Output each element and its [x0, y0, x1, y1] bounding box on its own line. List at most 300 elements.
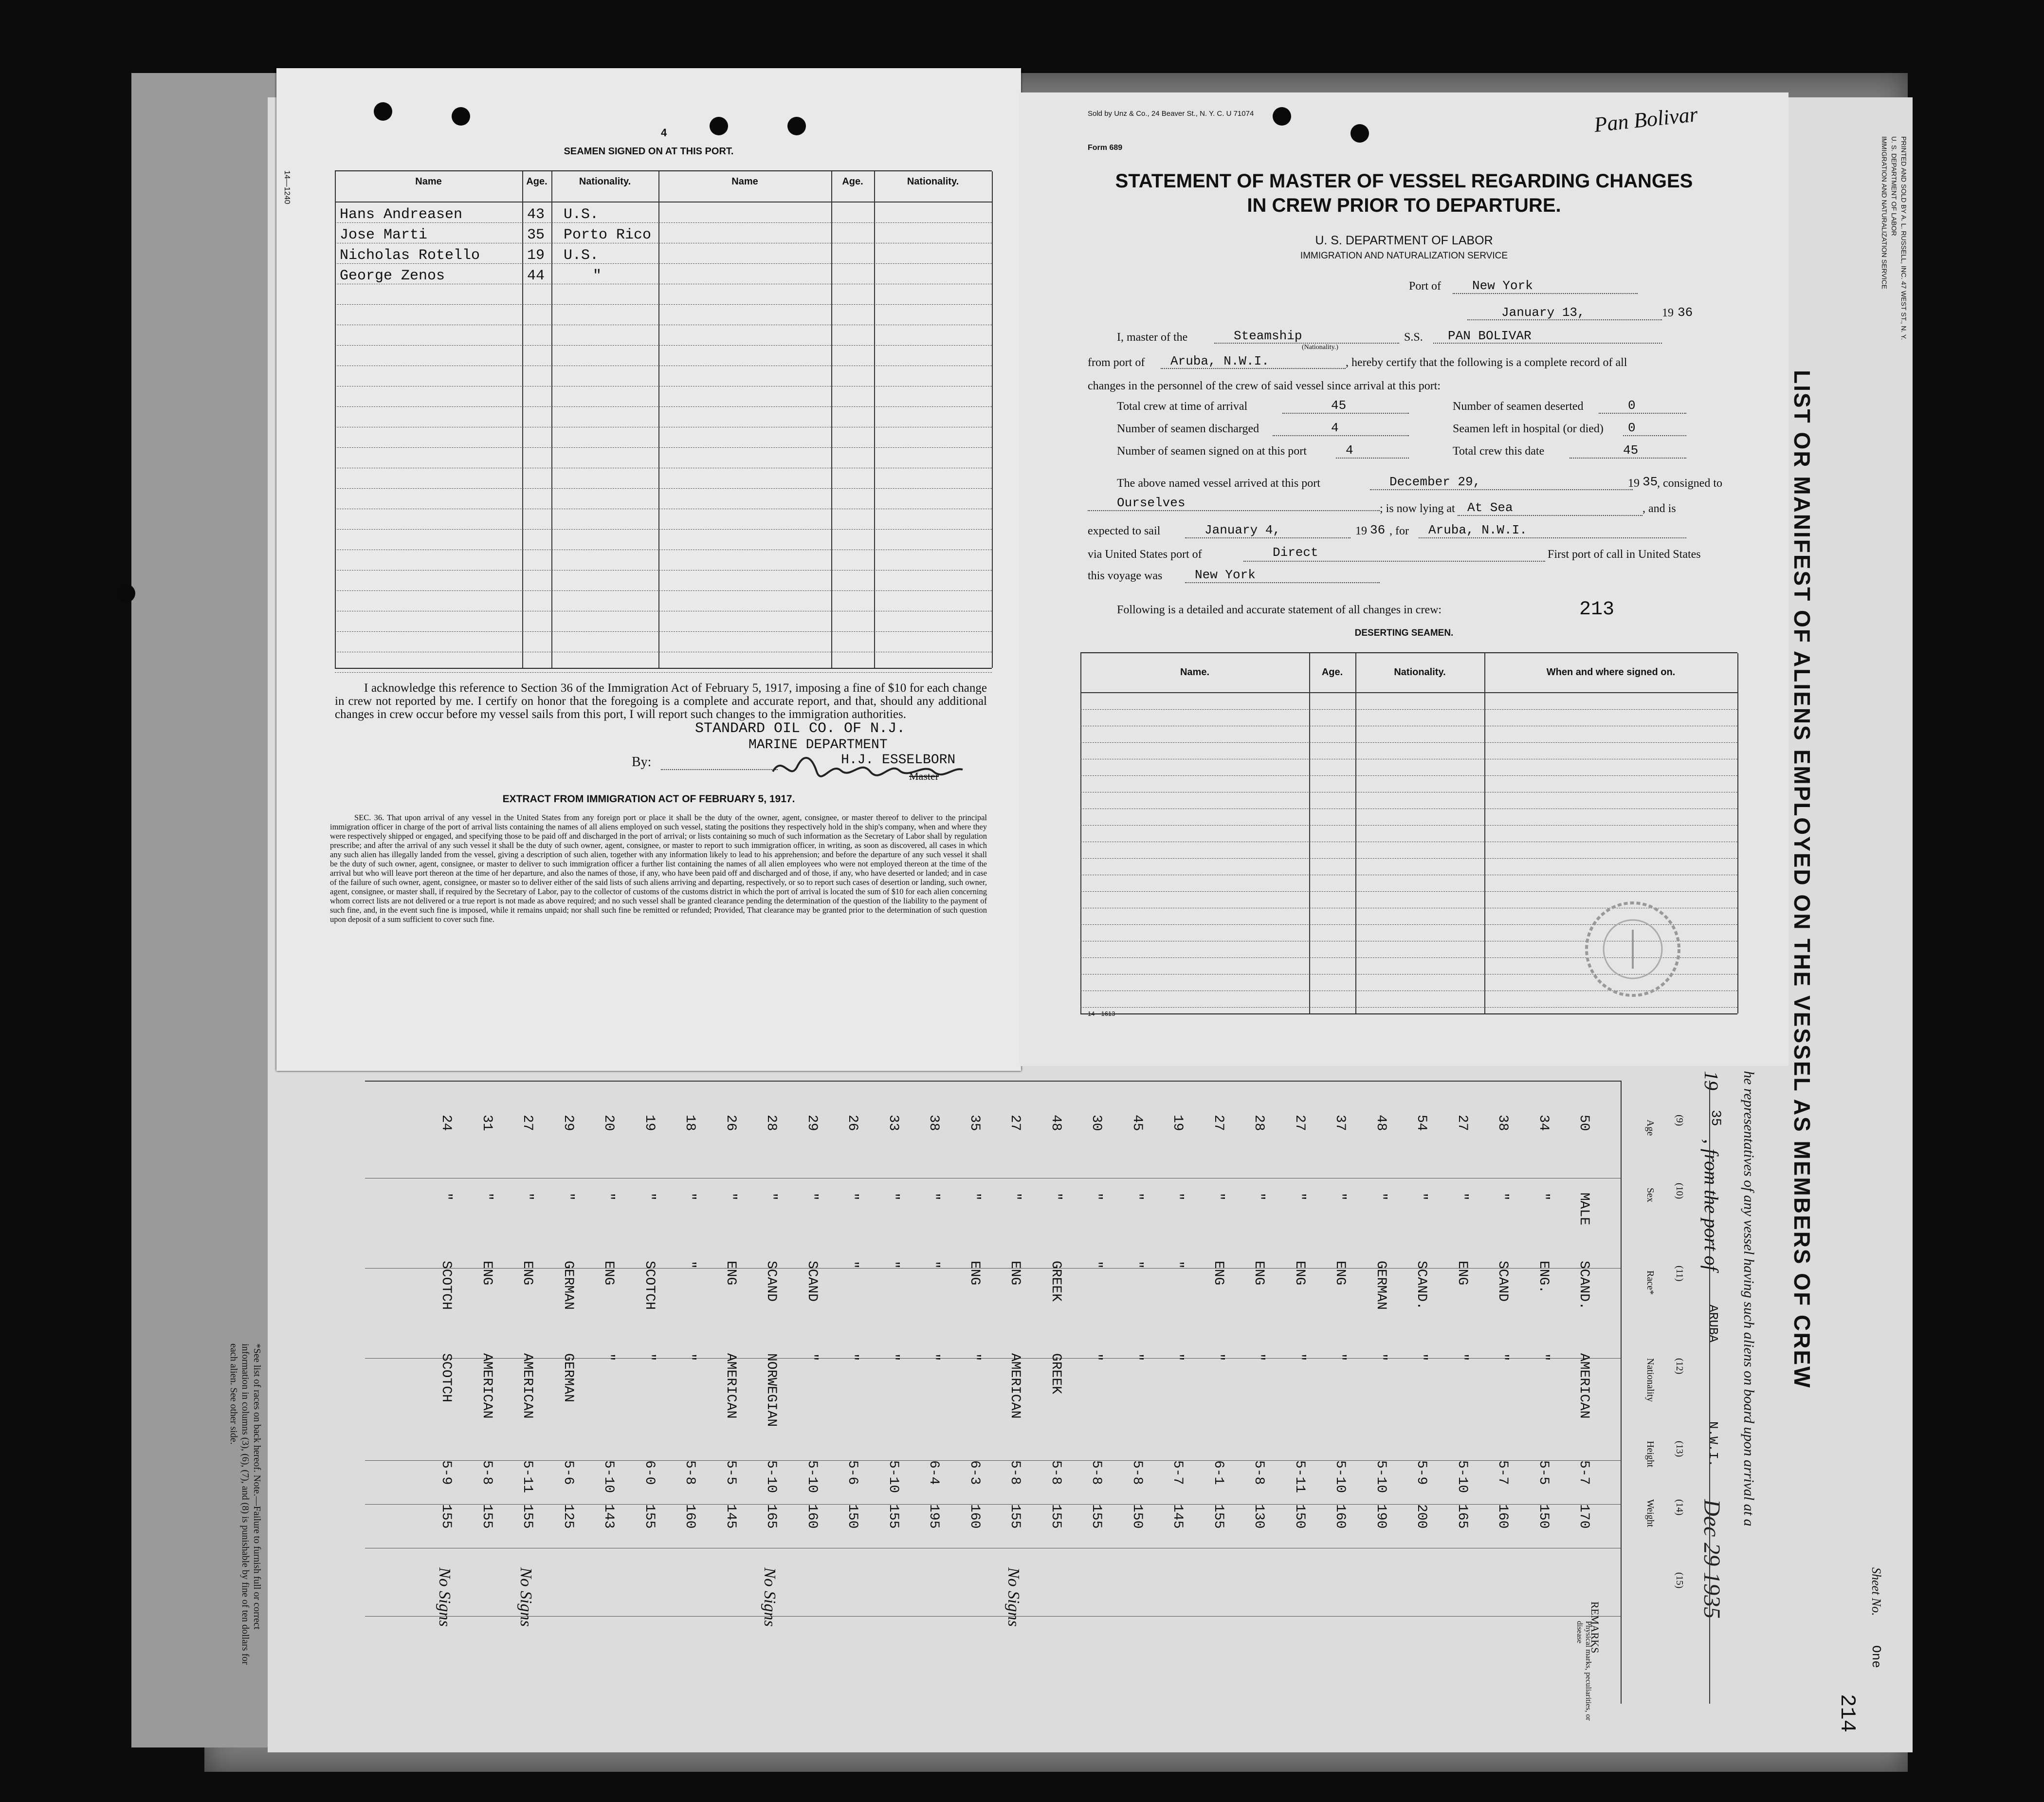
- following-text: Following is a detailed and accurate statement of all changes in crew:: [1117, 604, 1442, 616]
- crew-nationality: GREEK: [1048, 1353, 1063, 1395]
- crew-nationality: ": [1414, 1353, 1429, 1361]
- crew-sex: ": [1332, 1193, 1348, 1201]
- crew-weight: 145: [1170, 1504, 1185, 1529]
- sail-year: 36: [1370, 523, 1386, 537]
- port-line-prefix: 19: [1700, 1071, 1722, 1090]
- crew-race: ": [682, 1261, 697, 1269]
- crew-height: 5-6: [560, 1460, 576, 1485]
- stamp-line: MARINE DEPARTMENT: [748, 737, 888, 753]
- changes-text: changes in the personnel of the crew of said vessel since arrival at this port:: [1088, 380, 1441, 392]
- manifest-rules: [365, 1081, 1621, 1713]
- crew-sex: ": [601, 1193, 616, 1201]
- statement-title-2: IN CREW PRIOR TO DEPARTURE.: [1247, 195, 1561, 216]
- seaman-age: 43: [527, 206, 545, 223]
- th-name-2: Name: [731, 176, 758, 187]
- punch-hole: [374, 102, 392, 121]
- port-value: New York: [1472, 278, 1533, 293]
- vessel-name: PAN BOLIVAR: [1448, 329, 1532, 343]
- hospital-value: 0: [1628, 421, 1636, 435]
- crew-race: ENG: [479, 1261, 494, 1286]
- crew-height: 5-10: [1332, 1460, 1348, 1493]
- col-nationality: Nationality: [1645, 1358, 1656, 1402]
- crew-weight: 160: [682, 1504, 697, 1529]
- crew-nationality: AMERICAN: [1576, 1353, 1591, 1419]
- crew-height: 5-8: [1251, 1460, 1266, 1485]
- th-deserting-age: Age.: [1321, 667, 1343, 678]
- col-height: Height: [1645, 1441, 1656, 1468]
- crew-race: SCOTCH: [641, 1261, 657, 1310]
- crew-age: 30: [1089, 1115, 1104, 1131]
- th-age-2: Age.: [842, 176, 863, 187]
- crew-race: ENG: [1292, 1261, 1307, 1286]
- crew-height: 5-10: [764, 1460, 779, 1493]
- seaman-nationality: U.S.: [564, 206, 599, 223]
- for-label: , for: [1389, 525, 1409, 537]
- crew-age: 19: [641, 1115, 657, 1131]
- crew-age: 27: [1292, 1115, 1307, 1131]
- office-seal-stamp: [1579, 896, 1686, 1003]
- crew-physical-mark: No Signs: [761, 1567, 779, 1627]
- crew-race: ": [1170, 1261, 1185, 1269]
- vessel-type: Steamship: [1234, 329, 1302, 343]
- crew-height: 5-10: [1373, 1460, 1388, 1493]
- crew-sex: ": [479, 1193, 494, 1201]
- crew-race: ": [885, 1261, 901, 1269]
- col-weight: Weight: [1645, 1499, 1656, 1527]
- master-signature: [768, 752, 972, 786]
- crew-sex: MALE: [1576, 1193, 1591, 1226]
- via-port: Direct: [1273, 545, 1318, 560]
- crew-age: 29: [804, 1115, 820, 1131]
- punch-hole: [1350, 124, 1369, 143]
- seaman-name: George Zenos: [340, 268, 445, 284]
- col-num-9: (9): [1674, 1115, 1685, 1126]
- from-port-value: Aruba, N.W.I.: [1170, 354, 1269, 368]
- crew-height: 5-5: [1535, 1460, 1551, 1485]
- crew-race: SCAND.: [1576, 1261, 1591, 1310]
- punch-hole: [1273, 107, 1291, 126]
- date-prefix: 19: [1662, 307, 1674, 319]
- crew-weight: 155: [1007, 1504, 1022, 1529]
- crew-height: 5-9: [1414, 1460, 1429, 1485]
- date-value: January 13,: [1501, 305, 1585, 320]
- crew-sex: ": [1454, 1193, 1470, 1201]
- seaman-name: Jose Marti: [340, 227, 428, 243]
- crew-height: 5-9: [438, 1460, 454, 1485]
- crew-age: 35: [967, 1115, 982, 1131]
- th-name-1: Name: [415, 176, 442, 187]
- manifest-footnote: *See list of races on back hereof. Note.—Failure to furnish full or correct information in columns (3), (6), (7), and (8) is punishable by fine of ten dollars for each alien. See other side.: [228, 1343, 262, 1665]
- punch-hole: [710, 117, 728, 135]
- crew-weight: 145: [723, 1504, 738, 1529]
- seaman-nationality: U.S.: [564, 247, 599, 264]
- crew-sex: ": [1089, 1193, 1104, 1201]
- first-call-label: First port of call in United States: [1548, 548, 1701, 561]
- hospital-label: Seamen left in hospital (or died): [1453, 423, 1604, 435]
- crew-weight: 143: [601, 1504, 616, 1529]
- crew-sex: ": [560, 1193, 576, 1201]
- crew-sex: ": [926, 1193, 941, 1201]
- manifest-title: LIST OR MANIFEST OF ALIENS EMPLOYED ON THE VESSEL AS MEMBERS OF CREW: [1789, 370, 1815, 1389]
- crew-sex: ": [804, 1193, 820, 1201]
- crew-nationality: ": [885, 1353, 901, 1361]
- crew-weight: 200: [1414, 1504, 1429, 1529]
- crew-height: 5-8: [1089, 1460, 1104, 1485]
- crew-nationality: AMERICAN: [1007, 1353, 1022, 1419]
- seaman-nationality: ": [593, 268, 602, 284]
- crew-race: SCOTCH: [438, 1261, 454, 1310]
- crew-nationality: ": [967, 1353, 982, 1361]
- dept-note: U. S. DEPARTMENT OF LABOR: [1890, 136, 1898, 236]
- crew-nationality: ": [1535, 1353, 1551, 1361]
- col-age: Age: [1645, 1120, 1656, 1136]
- crew-nationality: ": [682, 1353, 697, 1361]
- consignee: Ourselves: [1117, 496, 1186, 510]
- from-port-label: from port of: [1088, 356, 1145, 369]
- crew-sex: ": [1170, 1193, 1185, 1201]
- crew-nationality: ": [1373, 1353, 1388, 1361]
- stamp-line: H.J. ESSELBORN: [841, 753, 956, 768]
- crew-race: GERMAN: [1373, 1261, 1388, 1310]
- crew-race: ENG: [520, 1261, 535, 1286]
- footer-code: 14—1613: [1088, 1010, 1115, 1017]
- lying-label: ; is now lying at: [1380, 502, 1455, 515]
- crew-race: GERMAN: [560, 1261, 576, 1310]
- col-num-12: (12): [1674, 1358, 1685, 1375]
- crew-sex: ": [1535, 1193, 1551, 1201]
- crew-height: 5-11: [520, 1460, 535, 1493]
- crew-physical-mark: No Signs: [436, 1567, 454, 1627]
- ss-label: S.S.: [1404, 331, 1423, 344]
- crew-nationality: ": [926, 1353, 941, 1361]
- crew-weight: 165: [764, 1504, 779, 1529]
- crew-weight: 160: [1495, 1504, 1510, 1529]
- total-crew-arrival-value: 45: [1331, 398, 1347, 413]
- total-crew-date-label: Total crew this date: [1453, 445, 1545, 458]
- crew-age: 45: [1129, 1115, 1145, 1131]
- crew-height: 5-7: [1170, 1460, 1185, 1485]
- port-line-year: 35: [1708, 1110, 1723, 1126]
- crew-age: 28: [764, 1115, 779, 1131]
- crew-age: 18: [682, 1115, 697, 1131]
- crew-age: 38: [926, 1115, 941, 1131]
- crew-weight: 195: [926, 1504, 941, 1529]
- crew-physical-mark: No Signs: [1004, 1567, 1022, 1627]
- col-num-14: (14): [1674, 1499, 1685, 1516]
- punch-hole: [452, 107, 470, 126]
- crew-age: 33: [885, 1115, 901, 1131]
- crew-age: 26: [723, 1115, 738, 1131]
- crew-nationality: AMERICAN: [520, 1353, 535, 1419]
- crew-height: 5-6: [845, 1460, 860, 1485]
- port-value: ARUBA: [1706, 1305, 1720, 1343]
- signed-on-label: Number of seamen signed on at this port: [1117, 445, 1307, 458]
- seaman-age: 35: [527, 227, 545, 243]
- consigned-label: , consigned to: [1657, 477, 1722, 490]
- crew-weight: 160: [967, 1504, 982, 1529]
- crew-weight: 155: [1089, 1504, 1104, 1529]
- seaman-name: Hans Andreasen: [340, 206, 463, 223]
- crew-nationality: ": [1454, 1353, 1470, 1361]
- crew-weight: 155: [641, 1504, 657, 1529]
- col-num-13: (13): [1674, 1441, 1685, 1457]
- crew-weight: 155: [520, 1504, 535, 1529]
- crew-age: 48: [1048, 1115, 1063, 1131]
- statement-title-1: STATEMENT OF MASTER OF VESSEL REGARDING CHANGES: [1115, 170, 1693, 192]
- crew-sex: ": [1210, 1193, 1226, 1201]
- crew-physical-mark: No Signs: [517, 1567, 535, 1627]
- sail-label: expected to sail: [1088, 525, 1161, 537]
- sail-destination: Aruba, N.W.I.: [1428, 523, 1527, 537]
- via-label: via United States port of: [1088, 548, 1202, 561]
- date-year: 36: [1678, 305, 1693, 320]
- crew-age: 19: [1170, 1115, 1185, 1131]
- crew-sex: ": [967, 1193, 982, 1201]
- crew-weight: 155: [438, 1504, 454, 1529]
- crew-weight: 150: [1535, 1504, 1551, 1529]
- seaman-nationality: Porto Rico: [564, 227, 652, 243]
- crew-race: ENG: [1454, 1261, 1470, 1286]
- dept-line-1: U. S. DEPARTMENT OF LABOR: [1315, 234, 1493, 247]
- crew-weight: 160: [804, 1504, 820, 1529]
- crew-nationality: ": [641, 1353, 657, 1361]
- crew-weight: 155: [885, 1504, 901, 1529]
- arrived-date: December 29,: [1389, 475, 1481, 489]
- crew-age: 31: [479, 1115, 494, 1131]
- crew-nationality: GERMAN: [560, 1353, 576, 1402]
- discharged-label: Number of seamen discharged: [1117, 423, 1259, 435]
- total-crew-date-value: 45: [1623, 443, 1639, 458]
- master-label: Master: [909, 770, 939, 782]
- crew-weight: 150: [1129, 1504, 1145, 1529]
- crew-height: 5-11: [1292, 1460, 1307, 1493]
- crew-nationality: AMERICAN: [723, 1353, 738, 1419]
- crew-age: 28: [1251, 1115, 1266, 1131]
- voyage-value: New York: [1195, 568, 1256, 582]
- crew-sex: ": [764, 1193, 779, 1201]
- crew-race: ENG.: [1535, 1261, 1551, 1294]
- crew-age: 27: [1007, 1115, 1022, 1131]
- deserting-title: DESERTING SEAMEN.: [1354, 628, 1454, 638]
- acknowledgement-text: I acknowledge this reference to Section 36 of the Immigration Act of February 5, 1917, imposing a fine of $10 for each change in crew not reported by me. I certify on honor that the foregoing is a complete and accurate report, and that, should any additional changes in crew occur before my vessel sails from this port, I will report such changes to the immigration authorities.: [335, 681, 987, 721]
- port-line-text: , from the port of: [1700, 1139, 1722, 1271]
- port-value-2: N.W.I.: [1706, 1421, 1720, 1467]
- total-crew-arrival-label: Total crew at time of arrival: [1117, 400, 1248, 413]
- crew-weight: 155: [1048, 1504, 1063, 1529]
- crew-height: 5-8: [1007, 1460, 1022, 1485]
- col-num-10: (10): [1674, 1183, 1685, 1199]
- crew-height: 5-10: [601, 1460, 616, 1493]
- seaman-name: Nicholas Rotello: [340, 247, 480, 264]
- crew-sex: ": [1495, 1193, 1510, 1201]
- punch-hole: [117, 584, 135, 603]
- crew-sex: ": [885, 1193, 901, 1201]
- crew-age: 27: [520, 1115, 535, 1131]
- lying-at: At Sea: [1467, 500, 1513, 515]
- crew-sex: ": [1129, 1193, 1145, 1201]
- manifest-subtitle: he representatives of any vessel having such aliens on board upon arrival at a: [1741, 1071, 1757, 1526]
- crew-age: 34: [1535, 1115, 1551, 1131]
- crew-nationality: ": [1251, 1353, 1266, 1361]
- crew-nationality: AMERICAN: [479, 1353, 494, 1419]
- crew-nationality: ": [1129, 1353, 1145, 1361]
- crew-sex: ": [682, 1193, 697, 1201]
- crew-age: 26: [845, 1115, 860, 1131]
- sail-date: January 4,: [1204, 523, 1281, 537]
- crew-race: ": [1089, 1261, 1104, 1269]
- crew-weight: 155: [1210, 1504, 1226, 1529]
- crew-race: SCAND: [764, 1261, 779, 1302]
- crew-age: 37: [1332, 1115, 1348, 1131]
- th-nationality-2: Nationality.: [907, 176, 959, 187]
- seamen-signed-on-table: [335, 170, 992, 669]
- printer-line: Sold by Unz & Co., 24 Beaver St., N. Y. C. U 71074: [1088, 110, 1254, 118]
- right-page: [1020, 92, 1788, 1066]
- crew-nationality: ": [1495, 1353, 1510, 1361]
- th-nationality-1: Nationality.: [579, 176, 631, 187]
- crew-race: SCAND: [804, 1261, 820, 1302]
- crew-sex: ": [1292, 1193, 1307, 1201]
- crew-sex: ": [1414, 1193, 1429, 1201]
- stamp-line: STANDARD OIL CO. OF N.J.: [695, 720, 906, 737]
- crew-nationality: ": [1292, 1353, 1307, 1361]
- arrived-prefix: 19: [1628, 477, 1640, 490]
- remarks-label: REMARKS: [1589, 1601, 1601, 1654]
- th-deserting-name: Name.: [1180, 667, 1210, 678]
- crew-height: 5-8: [1048, 1460, 1063, 1485]
- crew-race: ENG: [967, 1261, 982, 1286]
- crew-race: ": [845, 1261, 860, 1269]
- arrived-year: 35: [1642, 475, 1658, 489]
- crew-height: 5-10: [885, 1460, 901, 1493]
- crew-weight: 170: [1576, 1504, 1591, 1529]
- crew-sex: ": [641, 1193, 657, 1201]
- manifest-page-number: 214: [1835, 1694, 1859, 1733]
- left-form-code: 14—1240: [283, 170, 291, 204]
- crew-age: 48: [1373, 1115, 1388, 1131]
- signed-on-value: 4: [1346, 443, 1353, 458]
- crew-weight: 160: [1332, 1504, 1348, 1529]
- changes-number: 213: [1579, 599, 1615, 621]
- crew-sex: ": [1251, 1193, 1266, 1201]
- crew-race: ENG: [1007, 1261, 1022, 1286]
- crew-weight: 150: [845, 1504, 860, 1529]
- and-is: , and is: [1642, 502, 1676, 515]
- col-num-15: (15): [1674, 1572, 1685, 1589]
- sheet-value: One: [1869, 1645, 1883, 1668]
- left-page-number: 4: [661, 127, 667, 139]
- seaman-age: 19: [527, 247, 545, 264]
- col-physical: Physical marks, peculiarities, or disease: [1575, 1621, 1592, 1721]
- crew-height: 5-8: [479, 1460, 494, 1485]
- crew-nationality: ": [1332, 1353, 1348, 1361]
- crew-race: ENG: [723, 1261, 738, 1286]
- crew-nationality: NORWEGIAN: [764, 1353, 779, 1427]
- crew-age: 24: [438, 1115, 454, 1131]
- crew-sex: ": [1048, 1193, 1063, 1201]
- crew-nationality: SCOTCH: [438, 1353, 454, 1402]
- voyage-label: this voyage was: [1088, 570, 1163, 582]
- crew-race: ENG: [1210, 1261, 1226, 1286]
- crew-age: 29: [560, 1115, 576, 1131]
- col-race: Race*: [1645, 1270, 1656, 1295]
- th-age-1: Age.: [526, 176, 548, 187]
- crew-sex: ": [723, 1193, 738, 1201]
- port-label: Port of: [1409, 280, 1441, 293]
- crew-nationality: ": [1170, 1353, 1185, 1361]
- service-note: IMMIGRATION AND NATURALIZATION SERVICE: [1880, 136, 1888, 289]
- dept-line-2: IMMIGRATION AND NATURALIZATION SERVICE: [1300, 251, 1508, 261]
- crew-age: 20: [601, 1115, 616, 1131]
- crew-race: SCAND: [1495, 1261, 1510, 1302]
- arrived-label: The above named vessel arrived at this port: [1117, 477, 1320, 490]
- crew-race: ENG: [1251, 1261, 1266, 1286]
- master-of-label: I, master of the: [1117, 331, 1188, 344]
- crew-race: ": [1129, 1261, 1145, 1269]
- crew-race: ENG: [1332, 1261, 1348, 1286]
- crew-weight: 165: [1454, 1504, 1470, 1529]
- crew-sex: ": [438, 1193, 454, 1201]
- crew-weight: 155: [479, 1504, 494, 1529]
- crew-nationality: ": [845, 1353, 860, 1361]
- crew-age: 38: [1495, 1115, 1510, 1131]
- punch-hole: [787, 117, 806, 135]
- crew-age: 27: [1454, 1115, 1470, 1131]
- col-num-11: (11): [1674, 1266, 1685, 1282]
- crew-height: 6-1: [1210, 1460, 1226, 1485]
- form-number: Form 689: [1088, 144, 1123, 152]
- crew-height: 5-7: [1576, 1460, 1591, 1485]
- crew-race: SCAND.: [1414, 1261, 1429, 1310]
- th-deserting-when-where: When and where signed on.: [1546, 667, 1676, 678]
- crew-race: ": [926, 1261, 941, 1269]
- handwritten-date: Dec 29 1935: [1699, 1499, 1725, 1619]
- crew-nationality: ": [1210, 1353, 1226, 1361]
- th-deserting-nationality: Nationality.: [1394, 667, 1446, 678]
- crew-nationality: ": [804, 1353, 820, 1361]
- sheet-label: Sheet No.: [1869, 1567, 1883, 1616]
- crew-sex: ": [1007, 1193, 1022, 1201]
- deserted-label: Number of seamen deserted: [1453, 400, 1584, 413]
- crew-height: 5-8: [1129, 1460, 1145, 1485]
- deserted-value: 0: [1628, 398, 1636, 413]
- crew-height: 6-3: [967, 1460, 982, 1485]
- crew-race: ENG: [601, 1261, 616, 1286]
- crew-race: GREEK: [1048, 1261, 1063, 1302]
- by-label: By:: [632, 754, 652, 770]
- extract-text: SEC. 36. That upon arrival of any vessel in the United States from any foreign port or place it shall be the duty of the owner, agent, consignee, or master thereof to deliver to the principal immigration officer in charge of the port of arrival lists containing the names of all aliens employed on such vessel, stating the positions they respectively hold in the ship's company, when and where they were respectively shipped or engaged, and specifying those to be paid off and discharged in the port of arrival; or lists containing so much of such information as the Secretary of Labor shall by regulation prescribe; and after the arrival of any such vessel it shall be the duty of such owner, agent, consignee, or master to report to such immigration officer, in writing, as soon as discovered, all cases in which any such alien has illegally landed from the vessel, giving a description of such alien, together with any information likely to lead to his apprehension; and before the departure of any such vessel it shall be the duty of such owner, agent, consignee, or master to deliver to such immigration officer a further list containing the names of all alien employees who were not employed thereon at the time of the arrival but who will leave port thereon at the time of her departure, and also the names of those, if any, who have been paid off and discharged and of those, if any, who have deserted or landed; and in case of the failure of such owner, agent, consignee, or master so to deliver either of the said lists of such aliens arriving and departing, respectively, or so to report such cases of desertion or landing, such owner, agent, consignee, or master shall, if required by the Secretary of Labor, pay to the collector of customs of the customs district in which the port of arrival is located the sum of $10 for each alien concerning whom correct lists are not delivered or a true report is not made as above required; and no such vessel shall be granted clearance pending the determination of the question of the liability to the payment of such fine, and, in the event such fine is imposed, while it remains unpaid; nor shall such fine be remitted or refunded; Provided, That clearance may be granted prior to the determination of such question upon deposit of a sum sufficient to cover such fine.: [330, 813, 987, 924]
- crew-weight: 190: [1373, 1504, 1388, 1529]
- crew-sex: ": [1373, 1193, 1388, 1201]
- col-sex: Sex: [1645, 1188, 1656, 1202]
- sail-prefix: 19: [1355, 525, 1367, 537]
- crew-height: 5-5: [723, 1460, 738, 1485]
- crew-weight: 130: [1251, 1504, 1266, 1529]
- crew-height: 6-4: [926, 1460, 941, 1485]
- crew-height: 5-8: [682, 1460, 697, 1485]
- crew-height: 6-0: [641, 1460, 657, 1485]
- certify-text: , hereby certify that the following is a complete record of all: [1346, 356, 1627, 369]
- left-page: [276, 68, 1021, 1071]
- printer-note: PRINTED AND SOLD BY A. L. RUSSELL, INC. 47 WEST ST., N. Y.: [1900, 136, 1908, 340]
- crew-weight: 125: [560, 1504, 576, 1529]
- nationality-caption: (Nationality.): [1302, 344, 1338, 351]
- crew-sex: ": [845, 1193, 860, 1201]
- seaman-age: 44: [527, 268, 545, 284]
- crew-age: 27: [1210, 1115, 1226, 1131]
- crew-nationality: ": [1089, 1353, 1104, 1361]
- crew-nationality: ": [601, 1353, 616, 1361]
